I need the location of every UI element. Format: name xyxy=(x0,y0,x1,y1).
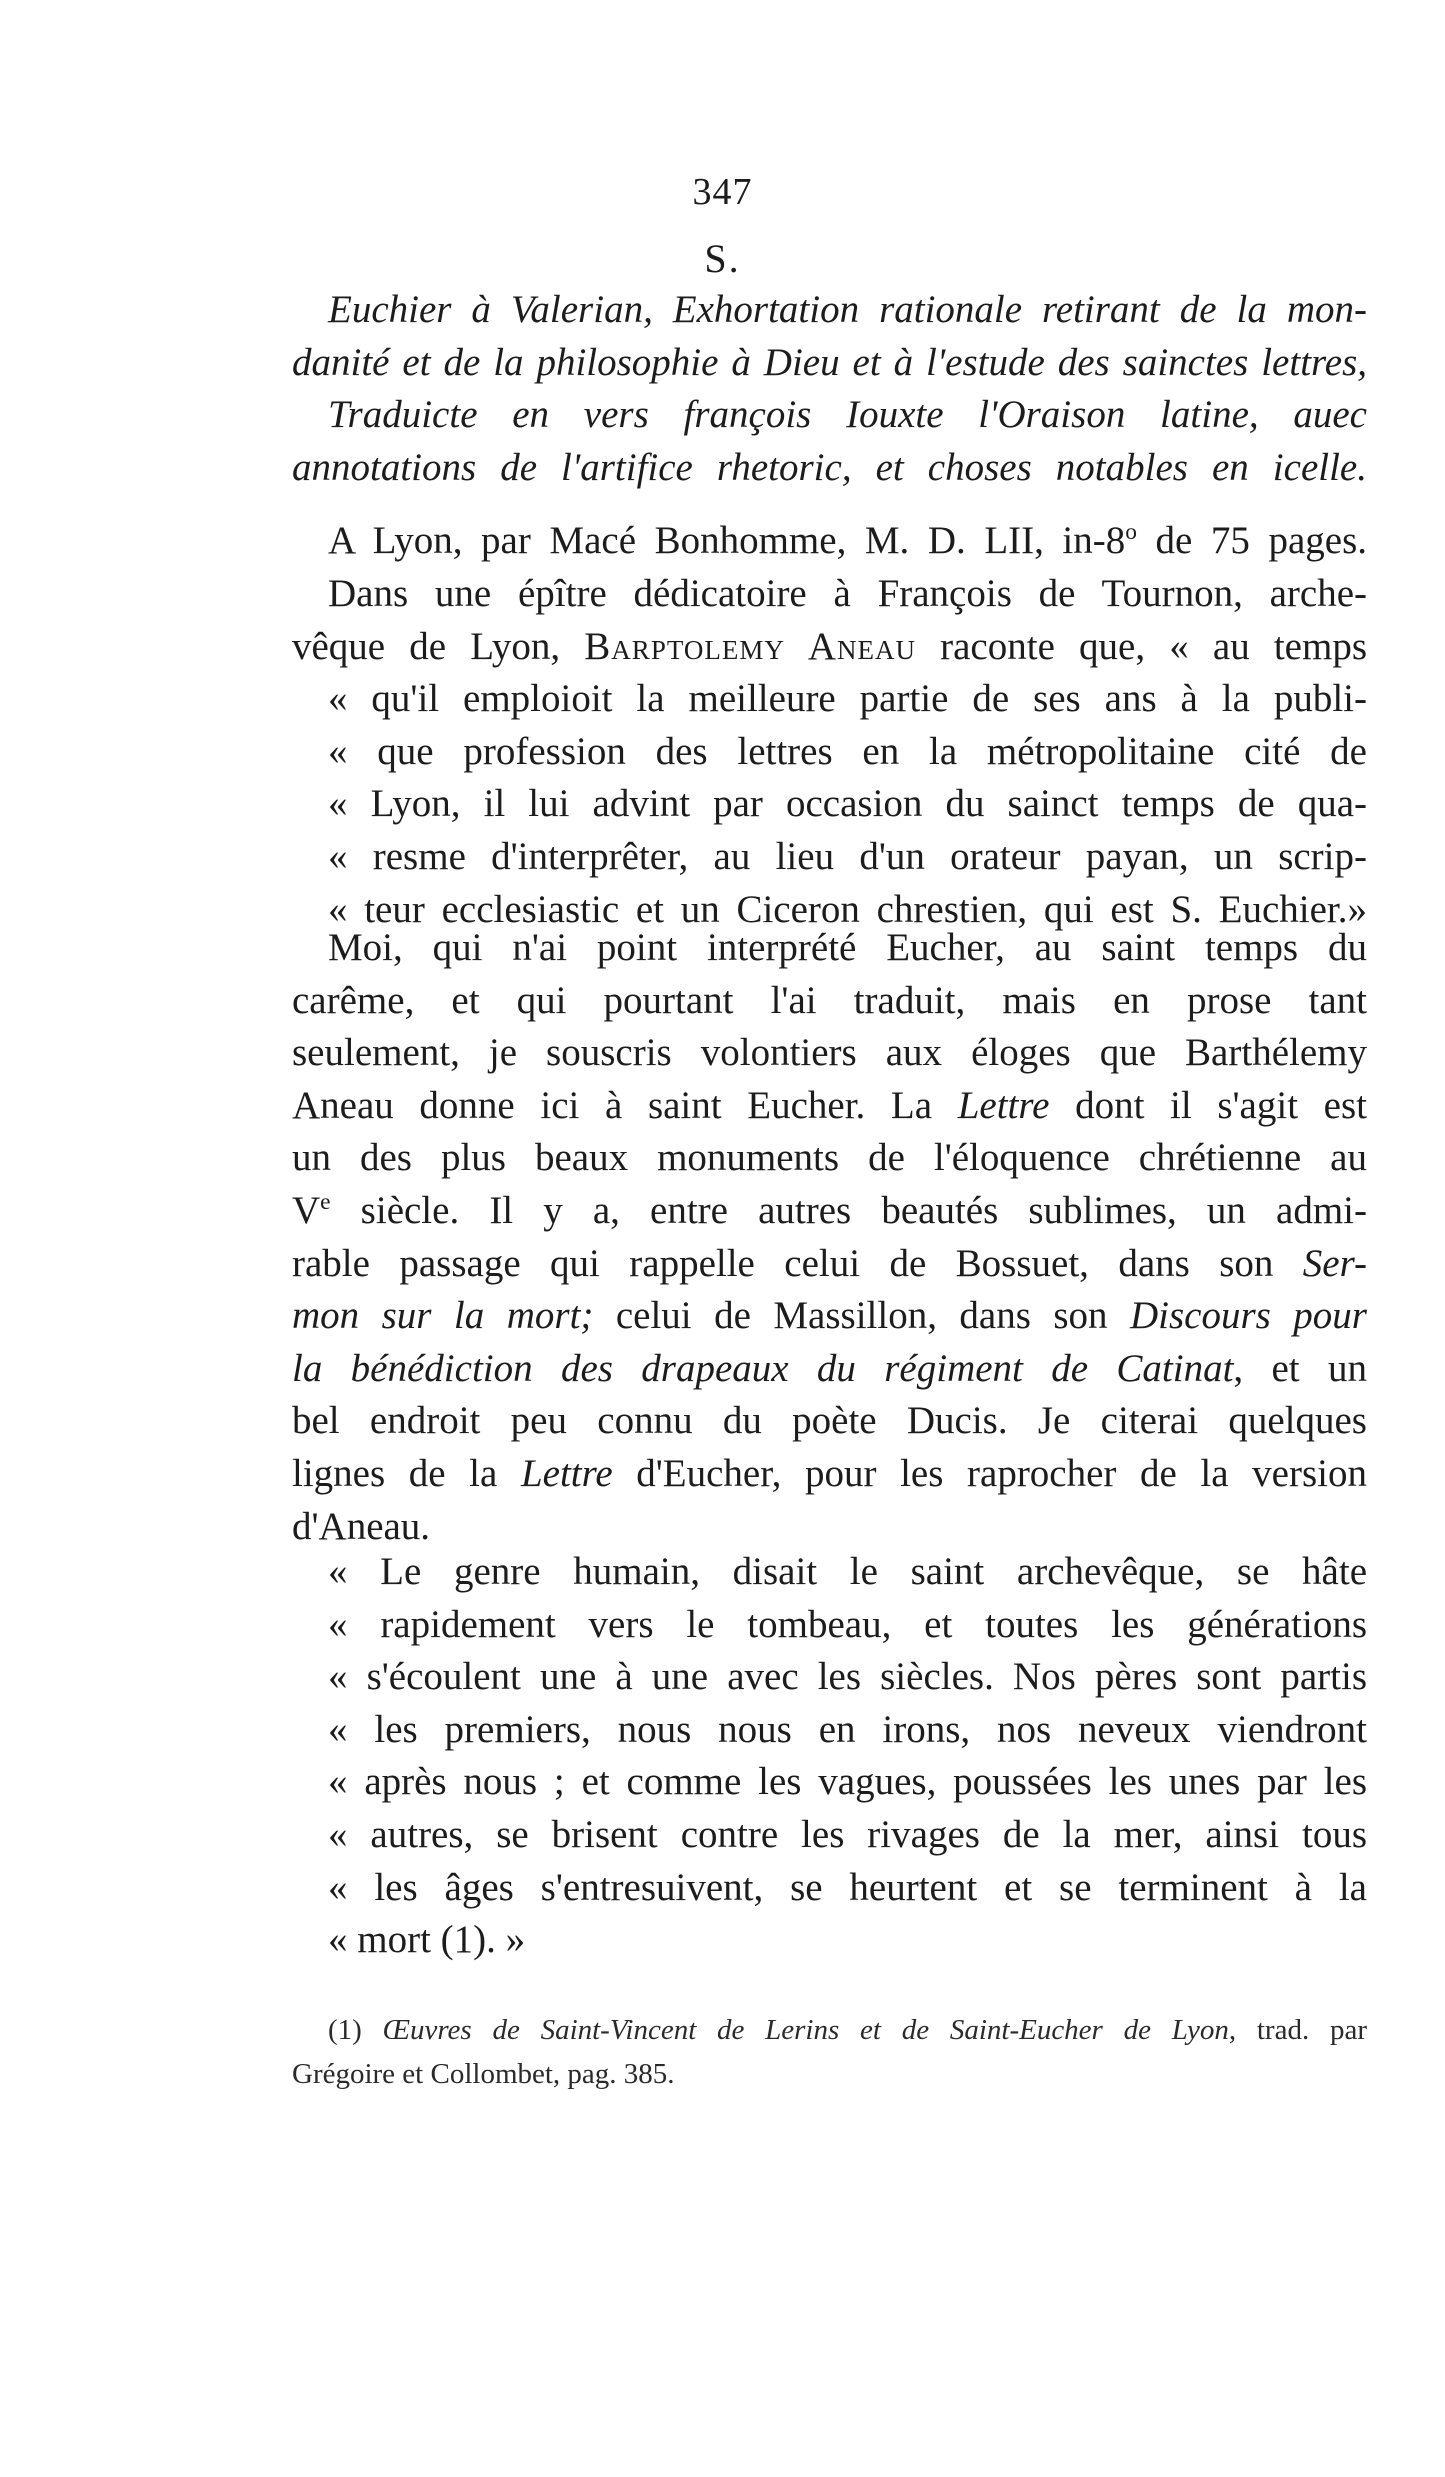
title-entry xyxy=(292,284,1367,494)
para2-line-1: Moi, qui n'ai point interprété Eucher, au saint temps du xyxy=(328,926,1367,969)
footnote-marker: (1) xyxy=(328,2014,383,2046)
para1-line-2-b: raconte que, « au temps xyxy=(915,624,1367,668)
para1-line-2 xyxy=(292,621,1367,674)
quote-line-2: « rapidement vers le tombeau, et toutes les générations xyxy=(328,1602,1367,1646)
quote-line-6: « autres, se brisent contre les rivages de la mer, ainsi tous xyxy=(328,1812,1367,1856)
para1-line-3: « qu'il emploioit la meilleure partie de ses ans à la publi- xyxy=(328,677,1367,721)
quote-line-8: « mort (1). » xyxy=(328,1918,526,1962)
publication-prefix: A Lyon, par Macé Bonhomme, M. D. LII, in-8 xyxy=(328,519,1126,562)
para2-line-6-sup: e xyxy=(320,1188,331,1215)
quote-line-5: « après nous ; et comme les vagues, poussées les unes par les xyxy=(328,1760,1367,1804)
paragraph-dedication xyxy=(292,568,1367,936)
publication-suffix: de 75 pages. xyxy=(1136,519,1368,562)
para2-line-4-italic: Lettre xyxy=(957,1083,1050,1127)
quote-line-3: « s'écoulent une à une avec les siècles. Nos pères sont partis xyxy=(328,1655,1367,1699)
title-line-3: Traduicte en vers françois Iouxte l'Oraison latine, auec xyxy=(328,393,1367,437)
footnote-line-1-rest: , trad. par xyxy=(1228,2014,1367,2046)
para2-line-8-italic-2: Discours pour xyxy=(1130,1294,1367,1338)
para2-line-4-b: dont il s'agit est xyxy=(1049,1083,1367,1127)
para2-line-6 xyxy=(292,1185,1367,1238)
page-number: 347 xyxy=(692,171,753,213)
para2-line-9-b: , et un xyxy=(1233,1346,1367,1390)
para2-line-11-a: lignes de la xyxy=(292,1451,521,1495)
para2-line-7-italic: Ser- xyxy=(1302,1241,1367,1285)
para1-line-7: « teur ecclesiastic et un Ciceron chrestien, qui est S. Euchier.» xyxy=(328,887,1367,931)
para2-line-8-b: celui de Massillon, dans son xyxy=(593,1294,1130,1338)
footnote-line-2: Grégoire et Collombet, pag. 385. xyxy=(292,2058,675,2090)
para2-line-8-italic-1: mon sur la mort; xyxy=(292,1294,594,1338)
quote-line-7: « les âges s'entresuivent, se heurtent et se terminent à la xyxy=(328,1865,1367,1909)
section-letter: S. xyxy=(704,236,741,281)
quote-line-4: « les premiers, nous nous en irons, nos neveux viendront xyxy=(328,1707,1367,1751)
title-line-1: Euchier à Valerian, Exhortation rationale retirant de la mon- xyxy=(328,288,1367,331)
para2-line-7 xyxy=(292,1238,1367,1291)
footnote-line-1 xyxy=(292,2008,1367,2052)
para2-line-11-italic: Lettre xyxy=(520,1451,613,1495)
para2-line-12: d'Aneau. xyxy=(292,1504,431,1548)
paragraph-commentary xyxy=(292,922,1367,1553)
para2-line-9 xyxy=(292,1343,1367,1396)
para2-line-9-italic: la bénédiction des drapeaux du régiment de Catinat xyxy=(292,1346,1234,1390)
para2-line-2: carême, et qui pourtant l'ai traduit, mais en prose tant xyxy=(292,978,1367,1022)
para2-line-4-a: Aneau donne ici à saint Eucher. La xyxy=(292,1083,958,1127)
footnote-italic-title: Œuvres de Saint-Vincent de Lerins et de Saint-Eucher de Lyon xyxy=(382,2014,1229,2046)
publication-text xyxy=(292,515,1367,568)
para1-line-4: « que profession des lettres en la métropolitaine cité de xyxy=(328,729,1367,773)
para2-line-4 xyxy=(292,1080,1367,1133)
para1-line-1: Dans une épître dédicatoire à François de Tournon, arche- xyxy=(328,572,1367,615)
para2-line-8 xyxy=(292,1290,1367,1343)
para2-line-5: un des plus beaux monuments de l'éloquence chrétienne au xyxy=(292,1136,1367,1180)
author-name-smallcaps: Barptolemy Aneau xyxy=(584,624,916,668)
para2-line-6-a: V xyxy=(292,1188,321,1232)
publication-sup: o xyxy=(1125,519,1137,545)
para2-line-3: seulement, je souscris volontiers aux éloges que Barthélemy xyxy=(292,1031,1367,1075)
title-line-2: danité et de la philosophie à Dieu et à l'estude des sainctes lettres, xyxy=(292,340,1367,384)
para2-line-11-b: d'Eucher, pour les raprocher de la version xyxy=(612,1451,1367,1495)
para2-line-6-b: siècle. Il y a, entre autres beautés sublimes, un admi- xyxy=(330,1188,1367,1232)
para1-line-2-a: vêque de Lyon, xyxy=(292,624,585,668)
para2-line-10: bel endroit peu connu du poète Ducis. Je citerai quelques xyxy=(292,1399,1367,1443)
quote-line-1: « Le genre humain, disait le saint archevêque, se hâte xyxy=(328,1550,1367,1593)
quotation xyxy=(292,1546,1367,1967)
para1-line-6: « resme d'interprêter, au lieu d'un orateur payan, un scrip- xyxy=(328,834,1367,878)
para2-line-7-a: rable passage qui rappelle celui de Bossuet, dans son xyxy=(292,1241,1303,1285)
para2-line-11 xyxy=(292,1448,1367,1501)
para1-line-5: « Lyon, il lui advint par occasion du sainct temps de qua- xyxy=(328,782,1367,826)
footnote xyxy=(292,2008,1367,2096)
publication-line xyxy=(292,515,1367,568)
title-line-4: annotations de l'artifice rhetoric, et choses notables en icelle. xyxy=(292,445,1367,489)
